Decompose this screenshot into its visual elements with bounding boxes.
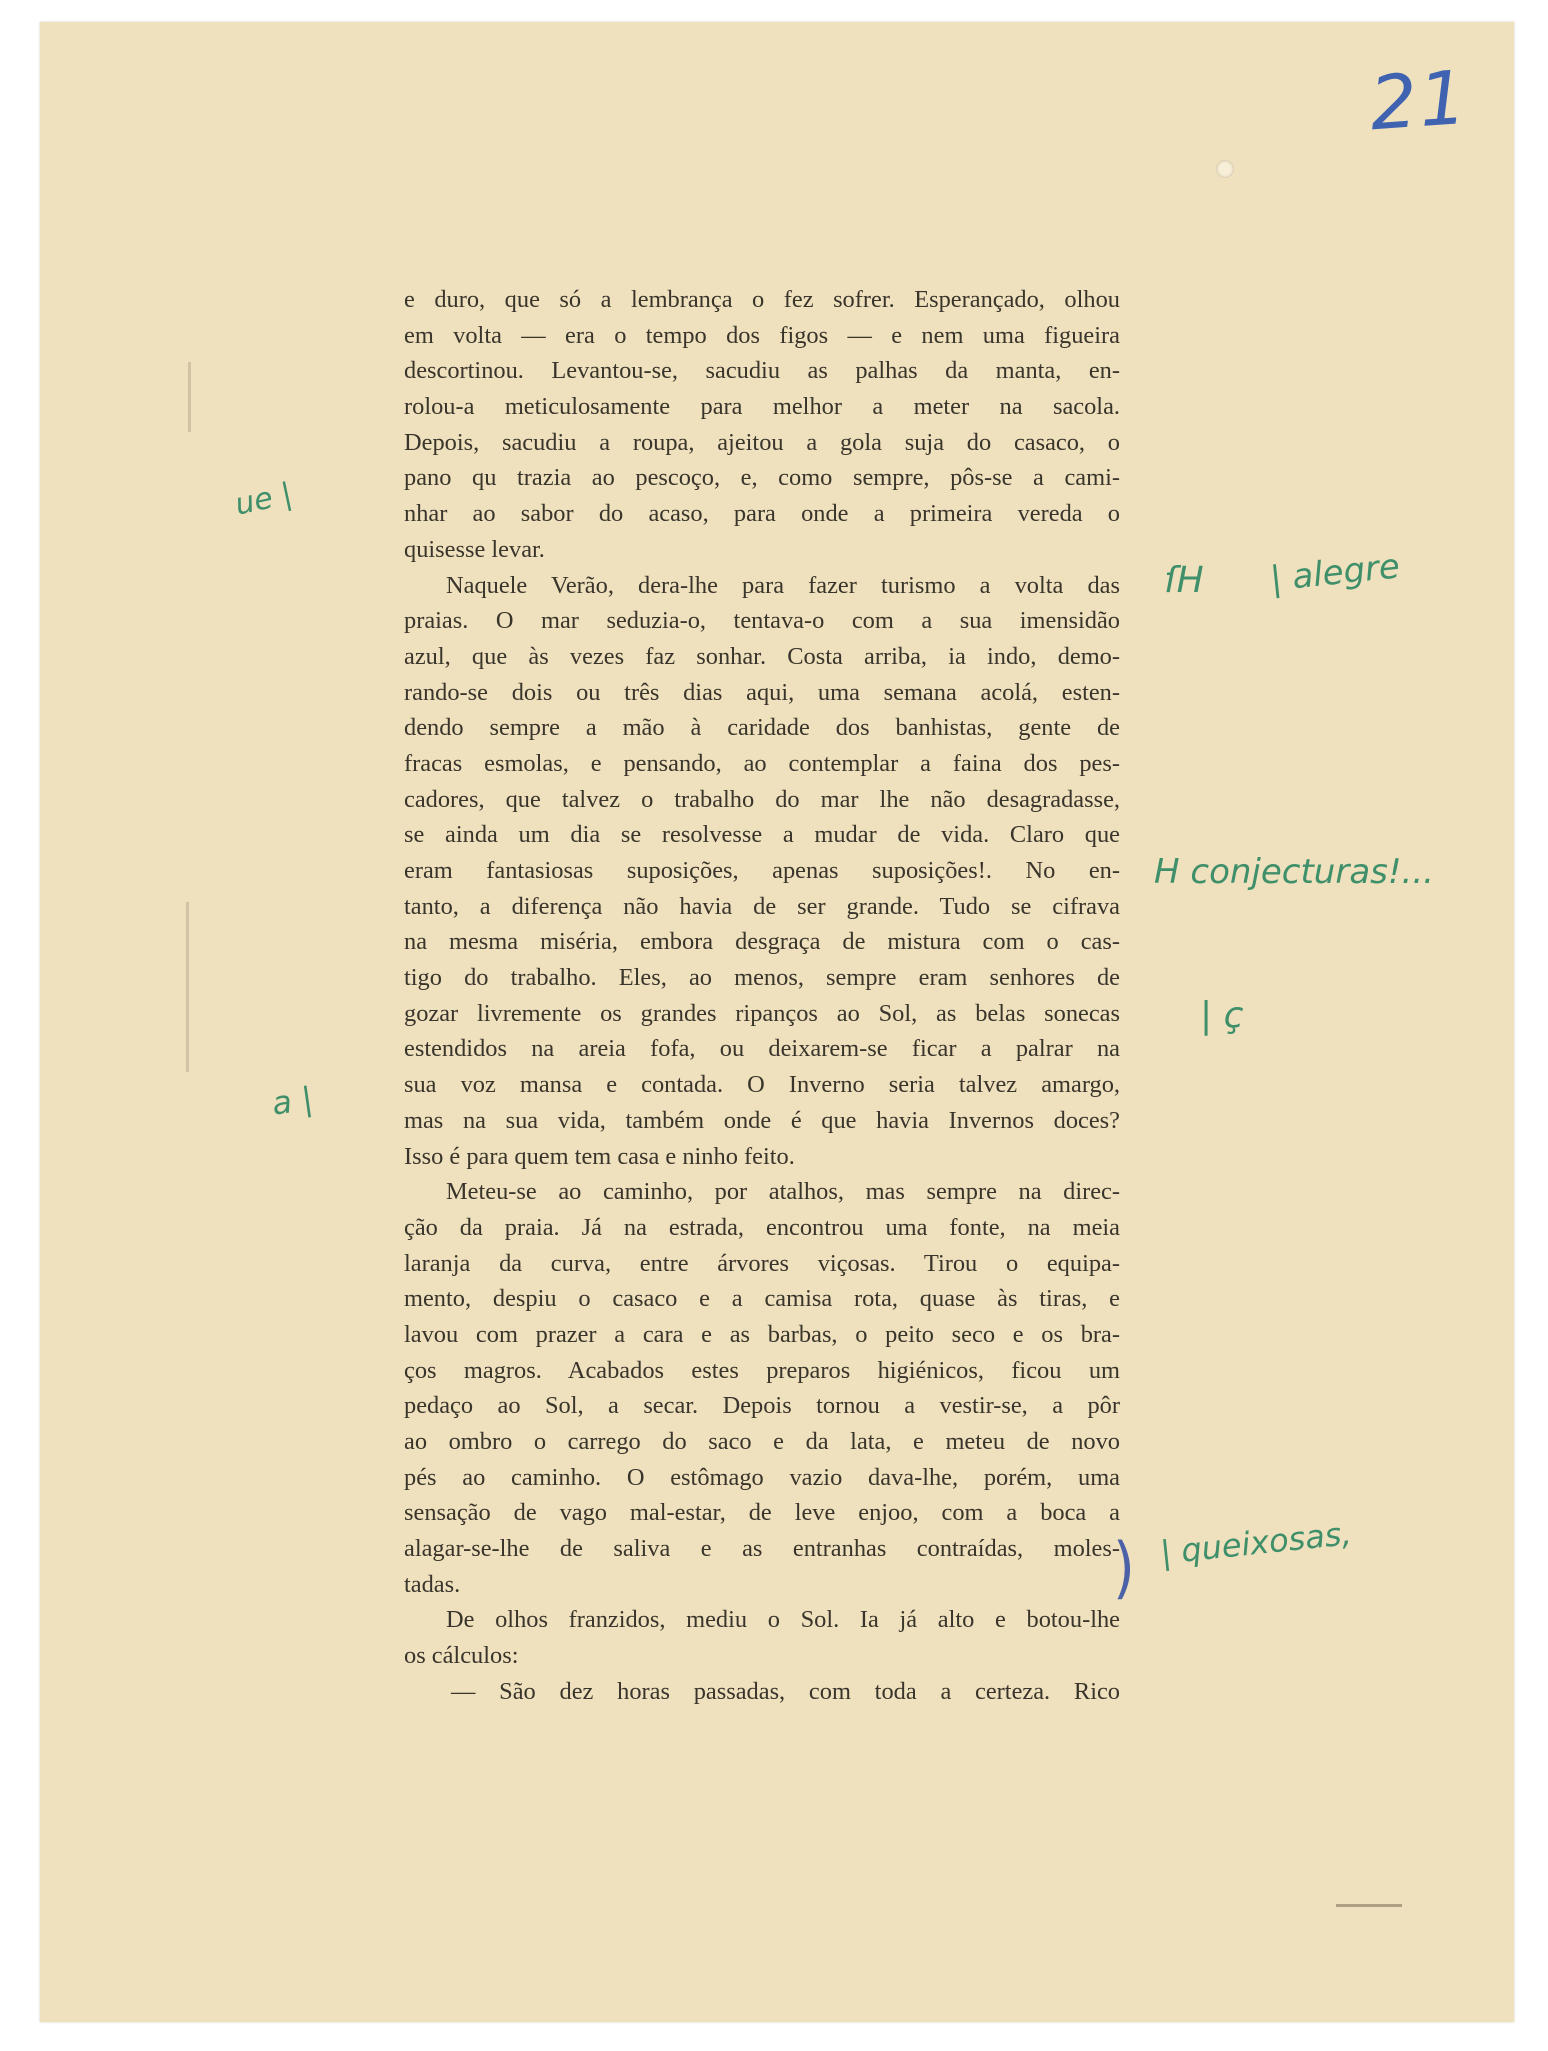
text-line: lavou com prazer a cara e as barbas, o peito seco e os bra- xyxy=(404,1320,1120,1348)
text-line: pano qu trazia ao pescoço, e, como sempre, pôs-se a cami- xyxy=(404,464,1120,492)
text-line: em volta — era o tempo dos figos — e nem uma figueira xyxy=(404,321,1120,349)
typed-text-body xyxy=(404,282,1120,1710)
text-line: azul, que às vezes faz sonhar. Costa arriba, ia indo, demo- xyxy=(404,642,1120,670)
text-line: quisesse levar. xyxy=(404,535,545,563)
text-line: sua voz mansa e contada. O Inverno seria talvez amargo, xyxy=(404,1071,1120,1099)
text-line: se ainda um dia se resolvesse a mudar de vida. Claro que xyxy=(404,821,1120,849)
text-line: ao ombro o carrego do saco e da lata, e meteu de novo xyxy=(404,1428,1120,1455)
text-line: estendidos na areia fofa, ou deixarem-se ficar a palrar na xyxy=(404,1035,1120,1063)
ink-dash-mark xyxy=(1336,1904,1402,1907)
text-line: eram fantasiosas suposições, apenas suposições!. No en- xyxy=(404,857,1120,884)
margin-annotation-queixosas: | queixosas, xyxy=(1158,1514,1354,1572)
text-line: e duro, que só a lembrança o fez sofrer. Esperançado, olhou xyxy=(404,286,1120,313)
text-line: pés ao caminho. O estômago vazio dava-lhe, porém, uma xyxy=(404,1463,1120,1491)
text-line: tanto, a diferença não havia de ser grande. Tudo se cifrava xyxy=(404,892,1120,920)
margin-smudge xyxy=(186,902,189,1072)
text-line: fracas esmolas, e pensando, ao contemplar a faina dos pes- xyxy=(404,749,1120,777)
text-line: Depois, sacudiu a roupa, ajeitou a gola suja do casaco, o xyxy=(404,428,1120,456)
text-line: ção da praia. Já na estrada, encontrou uma fonte, na meia xyxy=(404,1213,1120,1241)
margin-annotation-delete-mark: ſH xyxy=(1164,560,1204,601)
text-line: praias. O mar seduzia-o, tentava-o com a sua imensidão xyxy=(404,607,1120,635)
text-line: Naquele Verão, dera-lhe para fazer turismo a volta das xyxy=(446,571,1120,599)
text-line: rolou-a meticulosamente para melhor a meter na sacola. xyxy=(404,393,1120,421)
text-line: alagar-se-lhe de saliva e as entranhas contraídas, moles- xyxy=(404,1535,1120,1563)
text-line: Isso é para quem tem casa e ninho feito. xyxy=(404,1142,795,1170)
text-line: rando-se dois ou três dias aqui, uma semana acolá, esten- xyxy=(404,678,1120,706)
margin-annotation-ue: ue | xyxy=(231,476,296,523)
closing-bracket-mark: ) xyxy=(1113,1529,1135,1608)
text-line: gozar livremente os grandes ripanços ao Sol, as belas sonecas xyxy=(404,999,1120,1027)
text-line: sensação de vago mal-estar, de leve enjoo, com a boca a xyxy=(404,1499,1120,1527)
text-line: dendo sempre a mão à caridade dos banhistas, gente de xyxy=(404,714,1120,742)
margin-annotation-alegre: | alegre xyxy=(1268,546,1402,600)
text-line: cadores, que talvez o trabalho do mar lhe não desagradasse, xyxy=(404,785,1120,813)
text-line: tadas. xyxy=(404,1570,461,1598)
text-line: Meteu-se ao caminho, por atalhos, mas sempre na direc- xyxy=(446,1178,1120,1206)
text-line: De olhos franzidos, mediu o Sol. Ia já alto e botou-lhe xyxy=(446,1606,1120,1634)
text-line: tigo do trabalho. Eles, ao menos, sempre eram senhores de xyxy=(404,964,1120,992)
text-line: laranja da curva, entre árvores viçosas. Tirou o equipa- xyxy=(404,1249,1120,1277)
text-line: na mesma miséria, embora desgraça de mistura com o cas- xyxy=(404,928,1120,956)
text-line: nhar ao sabor do acaso, para onde a primeira vereda o xyxy=(404,500,1120,528)
margin-annotation-conjecturas: H conjecturas!... xyxy=(1154,852,1434,892)
margin-smudge xyxy=(188,362,191,432)
text-line: pedaço ao Sol, a secar. Depois tornou a vestir-se, a pôr xyxy=(404,1392,1120,1420)
text-line: os cálculos: xyxy=(404,1642,519,1670)
text-line: mas na sua vida, também onde é que havia Invernos doces? xyxy=(404,1106,1120,1134)
punch-hole xyxy=(1216,160,1234,178)
text-line: ços magros. Acabados estes preparos higiénicos, ficou um xyxy=(404,1356,1120,1384)
text-line: — São dez horas passadas, com toda a certeza. Rico xyxy=(451,1677,1120,1705)
text-line: descortinou. Levantou-se, sacudiu as palhas da manta, en- xyxy=(404,357,1120,385)
text-line: mento, despiu o casaco e a camisa rota, quase às tiras, e xyxy=(404,1285,1120,1313)
margin-annotation-cedilla: | ç xyxy=(1200,995,1244,1036)
page-number: 21 xyxy=(1367,54,1472,148)
margin-annotation-al: a | xyxy=(269,1079,316,1123)
